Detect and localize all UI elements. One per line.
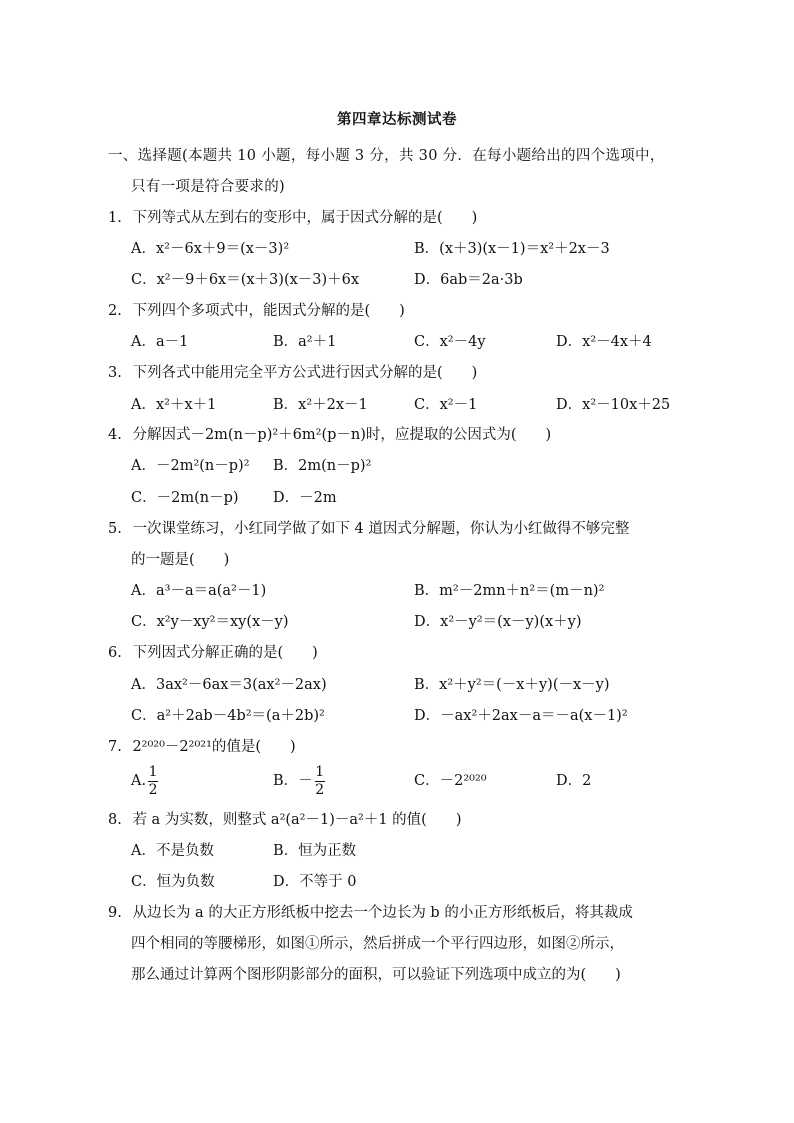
option-text: 2m(n－p)²: [298, 458, 372, 474]
option-text: a²＋2ab－4b²＝(a＋2b)²: [156, 708, 325, 724]
option-text: 不等于 0: [299, 874, 357, 890]
numerator: 1: [148, 763, 158, 780]
test-title: 第四章达标测试卷: [337, 111, 457, 128]
q4-option-c[interactable]: [131, 488, 239, 508]
q4-option-b[interactable]: [273, 456, 371, 476]
option-text: x²＋y²＝(－x＋y)(－x－y): [439, 677, 610, 693]
minus-sign: －: [298, 773, 313, 789]
option-label: C．: [414, 334, 440, 350]
option-label: B．: [273, 458, 299, 474]
question-1: [108, 208, 477, 228]
q8-option-c[interactable]: [131, 872, 215, 892]
q7-option-c[interactable]: [414, 771, 487, 791]
fraction: [148, 764, 158, 799]
q2-option-c[interactable]: [414, 332, 486, 352]
q3-option-d[interactable]: [556, 395, 670, 415]
option-label: A．: [131, 334, 156, 350]
numerator: 1: [315, 763, 325, 780]
option-text: －2m: [299, 490, 337, 506]
option-label: A．: [131, 241, 156, 257]
option-text: x²－1: [439, 397, 478, 413]
option-text: x²－9＋6x＝(x＋3)(x－3)＋6x: [156, 272, 360, 288]
question-stem: 从边长为 a 的大正方形纸板中挖去一个边长为 b 的小正方形纸板后，将其裁成: [132, 905, 633, 921]
option-text: a－1: [155, 334, 189, 350]
q1-option-c[interactable]: [131, 270, 359, 290]
option-text: －2m²(n－p)²: [155, 458, 250, 474]
option-label: C．: [131, 614, 157, 630]
question-stem: 一次课堂练习，小红同学做了如下 4 道因式分解题，你认为小红做得不够完整: [132, 521, 630, 537]
q4-option-a[interactable]: [131, 456, 250, 476]
q6-option-b[interactable]: [414, 675, 610, 695]
q1-option-d[interactable]: [414, 270, 523, 290]
q2-option-a[interactable]: [131, 332, 188, 352]
option-label: B．: [273, 334, 299, 350]
q5-option-a[interactable]: [131, 581, 266, 601]
option-text: (x＋3)(x－1)＝x²＋2x－3: [439, 241, 610, 257]
question-stem: 下列等式从左到右的变形中，属于因式分解的是( ): [132, 210, 478, 226]
option-label: B．: [273, 843, 299, 859]
q7-option-b[interactable]: [273, 763, 325, 799]
fraction: [315, 764, 325, 799]
option-label: D．: [414, 614, 441, 630]
option-text: 2: [582, 773, 592, 789]
section-heading-line-2: 只有一项是符合要求的): [131, 179, 285, 195]
option-text: x²－4y: [439, 334, 486, 350]
option-text: －ax²＋2ax－a＝－a(x－1)²: [440, 708, 628, 724]
option-text: 恒为负数: [156, 874, 215, 890]
question-2: [108, 301, 405, 321]
q6-option-c[interactable]: [131, 706, 325, 726]
option-label: D．: [273, 874, 300, 890]
option-text: x²－10x＋25: [582, 397, 671, 413]
q6-option-d[interactable]: [414, 706, 628, 726]
option-text: x²－4x＋4: [582, 334, 652, 350]
option-text: m²－2mn＋n²＝(m－n)²: [439, 583, 605, 599]
option-text: x²－6x＋9＝(x－3)²: [155, 241, 290, 257]
denominator: 2: [148, 781, 158, 798]
question-stem: 分解因式－2m(n－p)²＋6m²(p－n)时，应提取的公因式为( ): [132, 427, 552, 443]
question-stem: 若 a 为实数，则整式 a²(a²－1)－a²＋1 的值( ): [132, 812, 462, 828]
q7-option-a[interactable]: [131, 763, 158, 799]
question-5: [108, 519, 629, 539]
question-6: [108, 643, 318, 663]
option-label: D．: [556, 773, 583, 789]
option-label: A．: [131, 397, 156, 413]
option-label: A．: [131, 458, 156, 474]
option-label: B．: [414, 583, 440, 599]
option-label: B．: [273, 773, 299, 789]
option-text: 6ab＝2a·3b: [440, 272, 523, 288]
question-number: 8.: [108, 812, 122, 828]
q8-option-d[interactable]: [273, 872, 356, 892]
q5-option-d[interactable]: [414, 612, 582, 632]
option-label: C．: [131, 272, 157, 288]
option-text: a³－a＝a(a²－1): [155, 583, 267, 599]
question-number: 6.: [108, 645, 122, 661]
q1-option-b[interactable]: [414, 239, 610, 259]
option-label: B．: [414, 677, 440, 693]
option-label: D．: [414, 272, 441, 288]
option-label: C．: [131, 490, 157, 506]
question-7: [108, 737, 296, 757]
option-label: D．: [556, 397, 583, 413]
option-text: a²＋1: [298, 334, 337, 350]
q3-option-c[interactable]: [414, 395, 477, 415]
question-number: 9.: [108, 905, 122, 921]
q8-option-b[interactable]: [273, 841, 356, 861]
denominator: 2: [315, 781, 325, 798]
q6-option-a[interactable]: [131, 675, 327, 695]
question-number: 4.: [108, 427, 122, 443]
question-9-continued-1: 四个相同的等腰梯形，如图①所示，然后拼成一个平行四边形，如图②所示，: [131, 936, 624, 952]
q5-option-b[interactable]: [414, 581, 604, 601]
option-label: B．: [273, 397, 299, 413]
option-label: A．: [131, 843, 156, 859]
question-5-continued: 的一题是( ): [131, 552, 230, 568]
question-stem: 2²⁰²⁰－2²⁰²¹的值是( ): [132, 739, 296, 755]
option-text: x²＋x＋1: [155, 397, 217, 413]
q2-option-d[interactable]: [556, 332, 652, 352]
section-heading-line-1: 一、选择题(本题共 10 小题，每小题 3 分，共 30 分．在每小题给出的四个选项中，: [108, 148, 665, 164]
option-label: C．: [414, 397, 440, 413]
q3-option-a[interactable]: [131, 395, 216, 415]
q3-option-b[interactable]: [273, 395, 368, 415]
option-label: D．: [273, 490, 300, 506]
option-label: A．: [131, 677, 156, 693]
question-stem: 下列四个多项式中，能因式分解的是( ): [132, 303, 405, 319]
question-4: [108, 425, 551, 445]
question-9: [108, 903, 633, 923]
question-stem: 下列各式中能用完全平方公式进行因式分解的是( ): [132, 365, 478, 381]
option-text: 恒为正数: [298, 843, 357, 859]
option-text: x²＋2x－1: [298, 397, 368, 413]
question-3: [108, 363, 477, 383]
question-9-continued-2: 那么通过计算两个图形阴影部分的面积，可以验证下列选项中成立的为( ): [131, 967, 621, 983]
option-label: C．: [414, 773, 440, 789]
question-stem: 下列因式分解正确的是( ): [132, 645, 318, 661]
q1-option-a[interactable]: [131, 239, 289, 259]
option-text: －2²⁰²⁰: [439, 773, 487, 789]
option-label: C．: [131, 708, 157, 724]
option-label: A．: [131, 583, 156, 599]
question-number: 2.: [108, 303, 122, 319]
question-number: 1.: [108, 210, 122, 226]
option-label: D．: [414, 708, 441, 724]
option-text: －2m(n－p): [156, 490, 239, 506]
option-label: A.: [131, 773, 147, 789]
question-number: 5.: [108, 521, 122, 537]
q7-option-d[interactable]: [556, 771, 591, 791]
question-number: 7.: [108, 739, 122, 755]
option-text: 3ax²－6ax＝3(ax²－2ax): [155, 677, 327, 693]
q2-option-b[interactable]: [273, 332, 336, 352]
q8-option-a[interactable]: [131, 841, 214, 861]
question-8: [108, 810, 461, 830]
option-label: D．: [556, 334, 583, 350]
q4-option-d[interactable]: [273, 488, 337, 508]
question-number: 3.: [108, 365, 122, 381]
option-label: B．: [414, 241, 440, 257]
option-text: x²y－xy²＝xy(x－y): [156, 614, 289, 630]
option-text: 不是负数: [155, 843, 214, 859]
option-label: C．: [131, 874, 157, 890]
option-text: x²－y²＝(x－y)(x＋y): [440, 614, 582, 630]
q5-option-c[interactable]: [131, 612, 289, 632]
